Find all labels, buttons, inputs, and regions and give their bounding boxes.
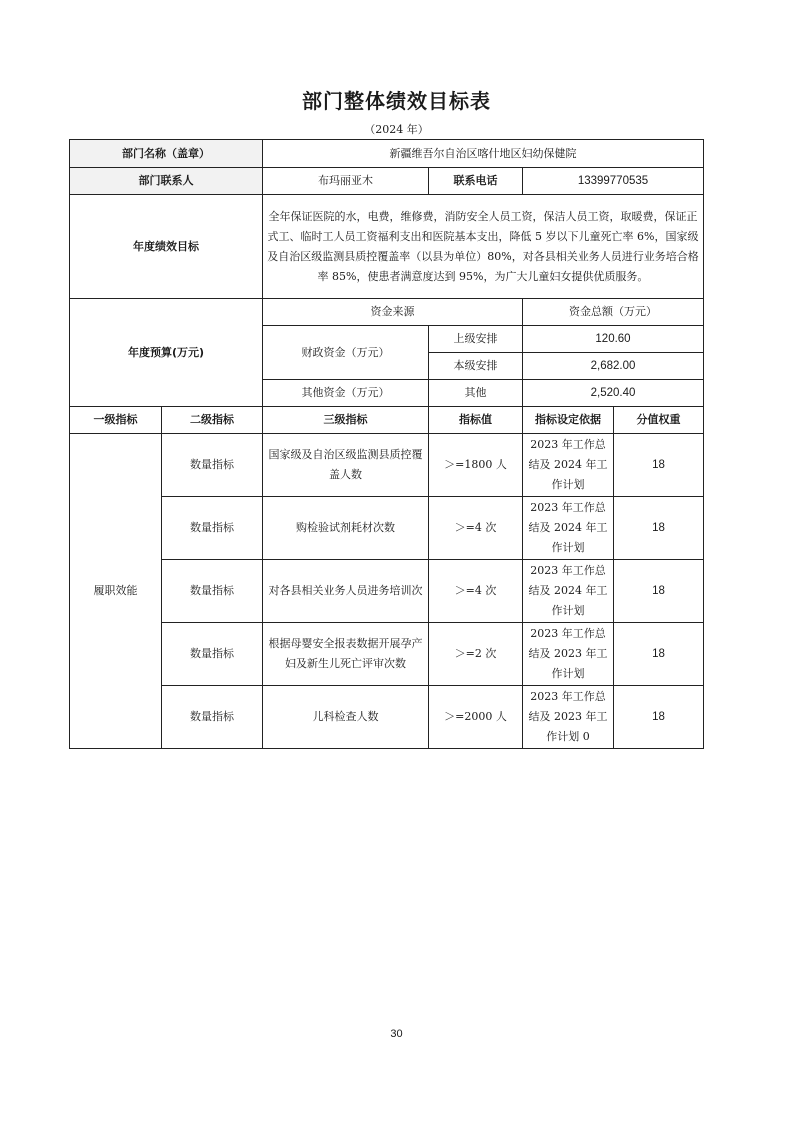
- weight-cell: 18: [614, 497, 704, 560]
- level2-cell: 数量指标: [162, 686, 263, 749]
- header-level2: 二级指标: [162, 407, 263, 434]
- other-label: 其他资金（万元）: [263, 380, 429, 407]
- budget-label: 年度预算(万元): [70, 299, 263, 407]
- page-title: 部门整体绩效目标表: [302, 89, 491, 113]
- header-value: 指标值: [429, 407, 523, 434]
- weight-cell: 18: [614, 434, 704, 497]
- value-cell: ＞=2000 人: [429, 686, 523, 749]
- level2-cell: 数量指标: [162, 497, 263, 560]
- header-level1: 一级指标: [70, 407, 162, 434]
- table-row: [70, 434, 704, 497]
- level2-cell: 数量指标: [162, 623, 263, 686]
- level3-cell: 对各县相关业务人员进务培训次: [263, 560, 429, 623]
- local-value: 2,682.00: [523, 353, 704, 380]
- upper-value: 120.60: [523, 326, 704, 353]
- year-label: （2024 年）: [364, 123, 429, 136]
- value-cell: ＞=2 次: [429, 623, 523, 686]
- basis-cell: 2023 年工作总结及 2024 年工作计划: [523, 497, 614, 560]
- header-level3: 三级指标: [263, 407, 429, 434]
- goal-text: 全年保证医院的水，电费，维修费，消防安全人员工资，保洁人员工资，取暖费，保证正式工、临时工人员工资福利支出和医院基本支出，降低 5 岁以下儿童死亡率 6%，国家级及自治区级监测县质控覆盖率（以县为单位）80%，对各县相关业务人员进行业务培合格率 85%，使患者满意度达到 95%，为广大儿童妇女提供优质服务。: [263, 195, 704, 299]
- local-label: 本级安排: [429, 353, 523, 380]
- page-number: 30: [390, 1028, 403, 1040]
- basis-cell: 2023 年工作总结及 2024 年工作计划: [523, 434, 614, 497]
- table-row: [70, 560, 704, 623]
- budget-total-header: 资金总额（万元）: [523, 299, 704, 326]
- phone-value: 13399770535: [523, 168, 704, 195]
- level3-cell: 根据母婴安全报表数据开展孕产妇及新生儿死亡评审次数: [263, 623, 429, 686]
- level3-cell: 儿科检查人数: [263, 686, 429, 749]
- contact-label: 部门联系人: [70, 168, 263, 195]
- table-row: [70, 497, 704, 560]
- dept-name-label: 部门名称（盖章）: [70, 140, 263, 168]
- upper-label: 上级安排: [429, 326, 523, 353]
- budget-source-header: 资金来源: [263, 299, 523, 326]
- other-sub-label: 其他: [429, 380, 523, 407]
- table-row: [70, 686, 704, 749]
- basis-cell: 2023 年工作总结及 2024 年工作计划: [523, 560, 614, 623]
- performance-table: [69, 139, 704, 749]
- level2-cell: 数量指标: [162, 560, 263, 623]
- goal-label: 年度绩效目标: [70, 195, 263, 299]
- contact-row: [70, 168, 704, 195]
- weight-cell: 18: [614, 623, 704, 686]
- goal-row: [70, 195, 704, 299]
- other-value: 2,520.40: [523, 380, 704, 407]
- weight-cell: 18: [614, 686, 704, 749]
- weight-cell: 18: [614, 560, 704, 623]
- level2-cell: 数量指标: [162, 434, 263, 497]
- header-basis: 指标设定依据: [523, 407, 614, 434]
- indicator-header-row: [70, 407, 704, 434]
- phone-label: 联系电话: [429, 168, 523, 195]
- table-row: [70, 623, 704, 686]
- basis-cell: 2023 年工作总结及 2023 年工作计划: [523, 623, 614, 686]
- contact-value: 布玛丽亚木: [263, 168, 429, 195]
- dept-name-row: [70, 140, 704, 168]
- basis-cell: 2023 年工作总结及 2023 年工作计划 0: [523, 686, 614, 749]
- value-cell: ＞=4 次: [429, 497, 523, 560]
- level3-cell: 国家级及自治区级监测县质控覆盖人数: [263, 434, 429, 497]
- value-cell: ＞=4 次: [429, 560, 523, 623]
- dept-name-value: 新疆维吾尔自治区喀什地区妇幼保健院: [263, 140, 704, 168]
- header-weight: 分值权重: [614, 407, 704, 434]
- fiscal-label: 财政资金（万元）: [263, 326, 429, 380]
- value-cell: ＞=1800 人: [429, 434, 523, 497]
- level1-cell: 履职效能: [70, 434, 162, 749]
- budget-header-row: [70, 299, 704, 326]
- level3-cell: 购检验试剂耗材次数: [263, 497, 429, 560]
